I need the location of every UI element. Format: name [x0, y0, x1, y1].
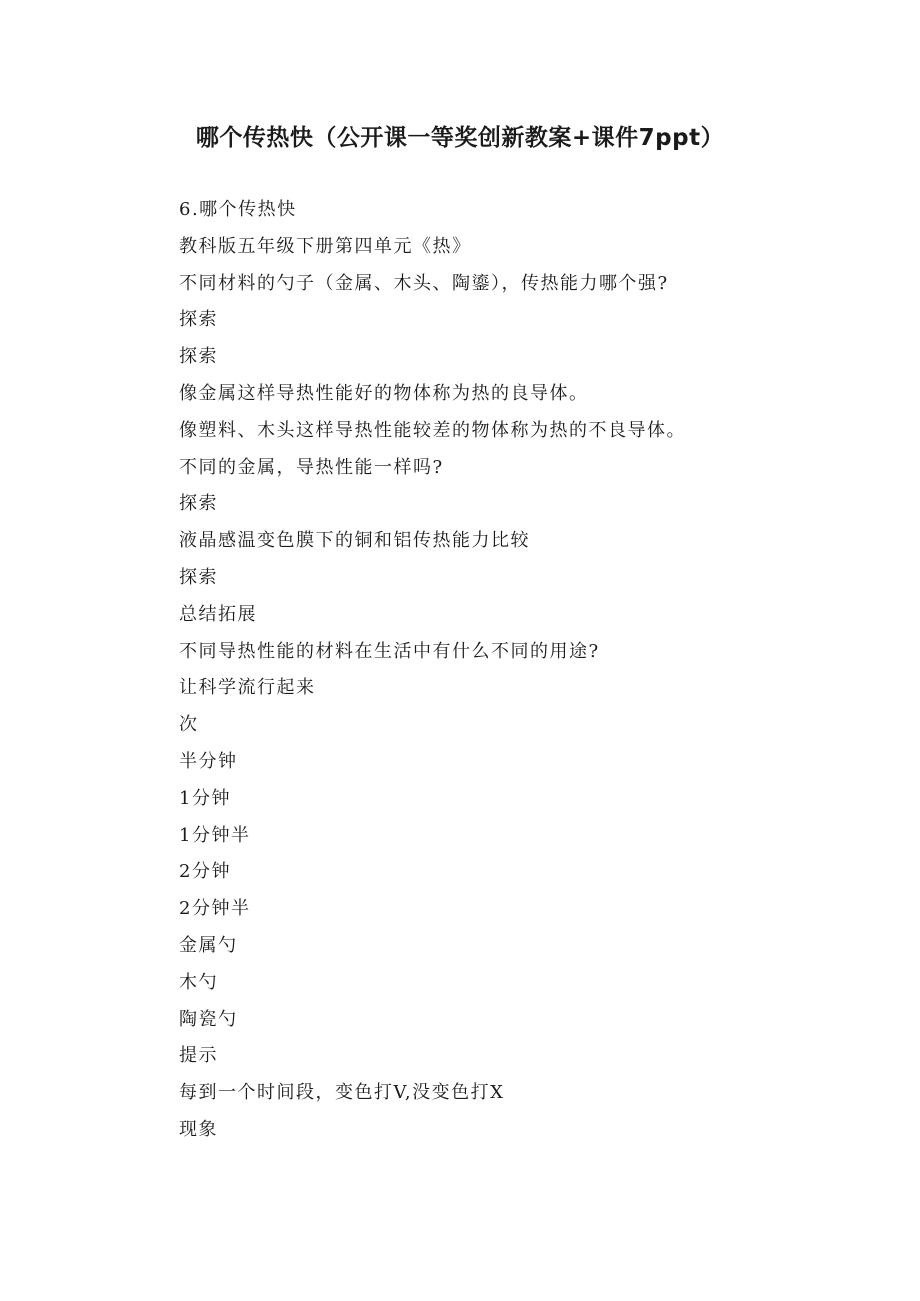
text-line: 像金属这样导热性能好的物体称为热的良导体。 — [179, 382, 589, 404]
text-line: 不同材料的勺子（金属、木头、陶鎏），传热能力哪个强? — [179, 272, 669, 294]
text-line: 不同导热性能的材料在生活中有什么不同的用途? — [179, 640, 600, 662]
text-line: 2分钟半 — [179, 898, 251, 920]
document-body — [179, 192, 879, 1149]
text-line: 木勺 — [179, 971, 218, 993]
text-line: 1分钟半 — [179, 824, 251, 846]
text-line: 总结拓展 — [179, 603, 257, 625]
text-line: 不同的金属，导热性能一样吗? — [179, 456, 444, 478]
text-line: 次 — [179, 714, 199, 736]
text-line: 液晶感温变色膜下的铜和铝传热能力比较 — [179, 530, 530, 552]
text-line: 金属勺 — [179, 934, 238, 956]
text-line: 探索 — [179, 346, 218, 368]
text-line: 陶瓷勺 — [179, 1008, 238, 1030]
text-line: 6.哪个传热快 — [179, 199, 297, 220]
text-line: 探索 — [179, 566, 218, 588]
text-line: 探索 — [179, 309, 218, 331]
text-line: 每到一个时间段，变色打V,没变色打X — [179, 1082, 505, 1104]
text-line: 现象 — [179, 1118, 218, 1140]
text-line: 1分钟 — [179, 787, 231, 809]
document-title: 哪个传热快（公开课一等奖创新教案+课件7ppt） — [195, 125, 725, 151]
text-line: 让科学流行起来 — [179, 677, 316, 699]
text-line: 提示 — [179, 1045, 218, 1067]
text-line: 半分钟 — [179, 750, 238, 772]
text-line: 2分钟 — [179, 861, 231, 883]
text-line: 探索 — [179, 493, 218, 515]
text-line: 像塑料、木头这样导热性能较差的物体称为热的不良导体。 — [179, 419, 686, 441]
text-line: 教科版五年级下册第四单元《热》 — [179, 235, 472, 257]
